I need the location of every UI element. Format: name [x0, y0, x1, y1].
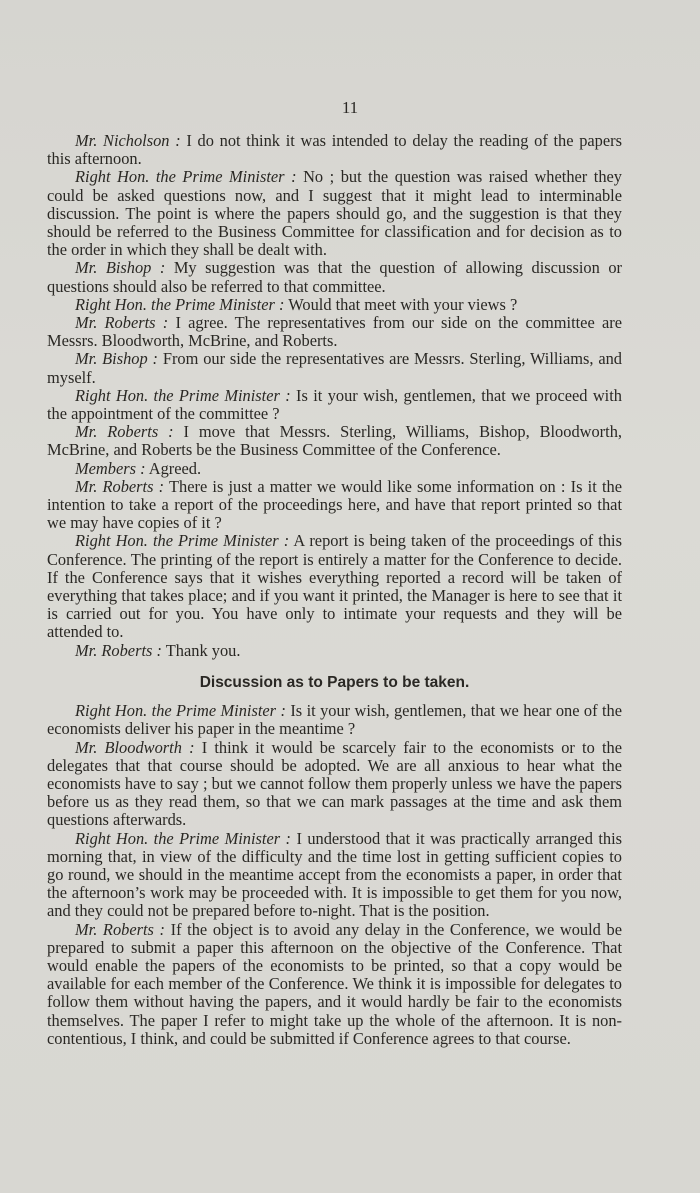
- speech-text: Agreed.: [148, 458, 202, 478]
- speaker-name: Mr. Roberts :: [75, 919, 166, 939]
- speech-text: I do not think it was intended to delay the reading of the papers this afternoon.: [47, 131, 622, 169]
- speech-paragraph: [47, 132, 622, 168]
- speech-text: There is just a matter we would like some information on : Is it the intention to take a report of the proceedings here, and have that report printed so that we may have copies of it ?: [47, 476, 622, 533]
- speech-paragraph: [47, 739, 622, 830]
- speech-paragraph: [47, 921, 622, 1048]
- speech-paragraph: [47, 168, 622, 259]
- speaker-name: Mr. Nicholson :: [75, 131, 181, 150]
- section-heading: Discussion as to Papers to be taken.: [199, 673, 470, 691]
- speaker-name: Right Hon. the Prime Minister :: [75, 294, 285, 314]
- speaker-name: Mr. Roberts :: [75, 640, 162, 660]
- speech-text: Thank you.: [165, 640, 241, 660]
- speech-text: Is it your wish, gentlemen, that we hear one of the economists deliver his paper in the meantime ?: [47, 701, 622, 739]
- speech-text: Is it your wish, gentlemen, that we proceed with the appointment of the committee ?: [47, 385, 622, 424]
- speech-text: I agree. The representatives from our side on the committee are Messrs. Bloodworth, McBrine, and Roberts.: [47, 313, 622, 351]
- page-number: 11: [341, 98, 359, 117]
- speech-paragraph: [47, 314, 622, 350]
- speech-text: If the object is to avoid any delay in the Conference, we would be prepared to submit a paper this afternoon on the objective of the Conference. That would enable the papers of the economists to be printed, so that a copy would be available for each member of the Conference. We think it is impossible for delegates to follow them without having the papers, and it would hardly be fair to the economists themselves. The paper I refer to might take up the whole of the afternoon. It is non-contentious, I think, and could be submitted if Conference agrees to that course.: [47, 919, 622, 1048]
- speaker-name: Mr. Bloodworth :: [75, 737, 195, 757]
- section-discussion: [47, 702, 622, 1048]
- speech-paragraph: [47, 423, 622, 459]
- speaker-name: Mr. Roberts :: [75, 422, 174, 442]
- document-body: [47, 132, 622, 1048]
- speech-paragraph: [47, 296, 622, 314]
- speech-text: I understood that it was practically arranged this morning that, in view of the difficulty and the time lost in getting sufficient copies to go round, we should in the meantime accept from the economists a paper, in order that the afternoon’s work may be proceeded with. It is impossible to get them for you now, and they could not be prepared before to-night. That is the position.: [47, 828, 623, 921]
- speech-paragraph: [47, 702, 622, 738]
- speaker-name: Mr. Roberts :: [75, 313, 169, 333]
- speech-paragraph: [47, 460, 622, 478]
- speaker-name: Mr. Bishop :: [75, 349, 158, 369]
- speech-text: Would that meet with your views ?: [288, 294, 518, 314]
- speaker-name: Members :: [75, 458, 146, 478]
- speech-paragraph: [47, 478, 622, 533]
- speech-text: My suggestion was that the question of allowing discussion or questions should also be referred to that committee.: [47, 258, 622, 296]
- speech-paragraph: [47, 642, 622, 660]
- speaker-name: Right Hon. the Prime Minister :: [75, 701, 286, 721]
- speaker-name: Right Hon. the Prime Minister :: [75, 167, 297, 187]
- speech-paragraph: [47, 387, 622, 423]
- speech-paragraph: [47, 830, 622, 921]
- speech-text: I think it would be scarcely fair to the economists or to the delegates that that course should be adopted. We are all anxious to hear what the economists have to say ; but we cannot follow them properly unless we have the papers before us as they read them, so that we can mark passages at the time and ask them questions afterwards.: [47, 737, 622, 830]
- speaker-name: Right Hon. the Prime Minister :: [75, 385, 291, 405]
- speaker-name: Mr. Bishop :: [75, 258, 166, 278]
- speaker-name: Right Hon. the Prime Minister :: [75, 531, 290, 551]
- speech-text: From our side the representatives are Messrs. Sterling, Williams, and myself.: [47, 349, 623, 387]
- section-proceedings: [47, 132, 622, 660]
- speech-text: I move that Messrs. Sterling, Williams, Bishop, Bloodworth, McBrine, and Roberts be the Business Committee of the Conference.: [47, 422, 622, 460]
- speech-paragraph: [47, 259, 622, 295]
- speech-text: A report is being taken of the proceedings of this Conference. The printing of the report is entirely a matter for the Conference to decide. If the Conference says that it wishes everything reported a record will be taken of everything that takes place; and if you want it printed, the Manager is here to see that it is carried out for you. You have only to intimate your requests and they will be attended to.: [47, 531, 622, 642]
- speech-paragraph: [47, 532, 622, 641]
- speaker-name: Mr. Roberts :: [75, 476, 165, 496]
- speech-text: No ; but the question was raised whether they could be asked questions now, and I suggest that it might lead to interminable discussion. The point is where the papers should go, and the suggestion is that they should be referred to the Business Committee for classification and for decision as to the order in which they shall be dealt with.: [47, 167, 623, 260]
- speaker-name: Right Hon. the Prime Minister :: [75, 828, 292, 848]
- speech-paragraph: [47, 350, 622, 386]
